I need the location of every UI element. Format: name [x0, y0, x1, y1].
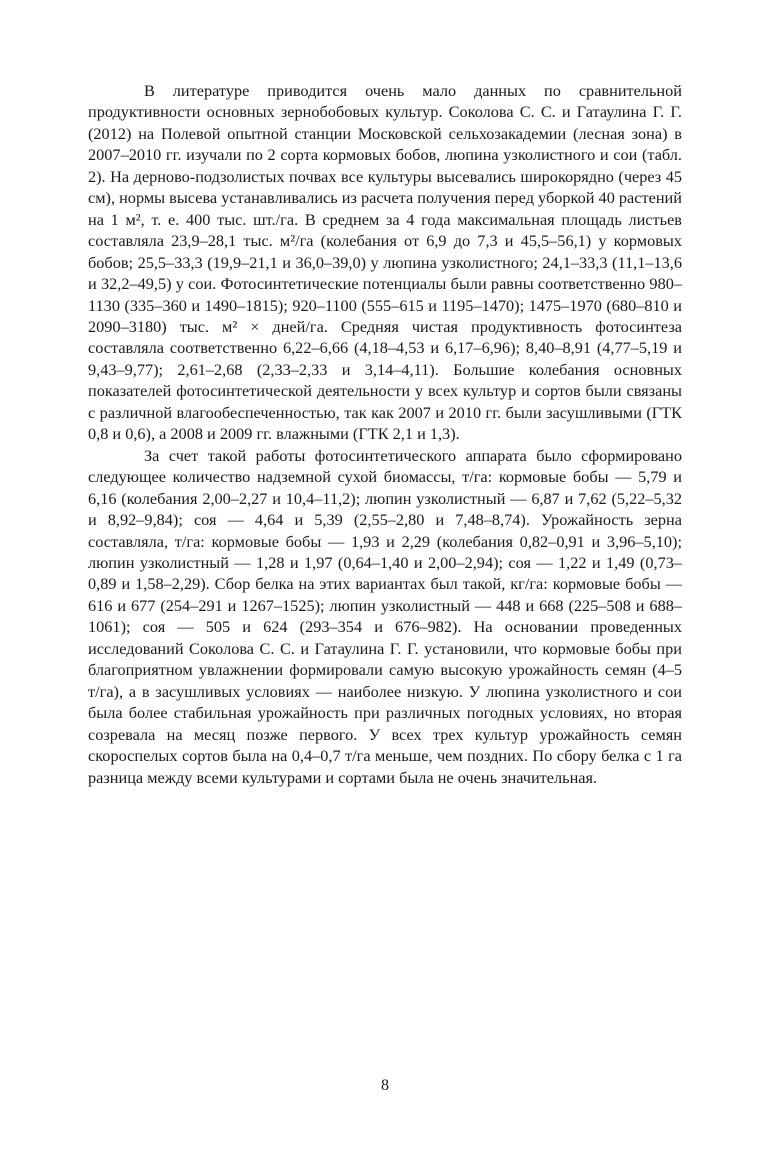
body-text	[88, 80, 682, 788]
paragraph-biomass-yield: За счет такой работы фотосинтетического аппарата было сформировано следующее количество надземной сухой биомассы, т/га: кормовые бобы — 5,79 и 6,16 (колебания 2,00–2,27 и 10,4–11,2); люпин узколистный — 6,87 и 7,62 (5,22–5,32 и 8,92–9,84); соя — 4,64 и 5,39 (2,55–2,80 и 7,48–8,74). Урожайность зерна составляла, т/га: кормовые бобы — 1,93 и 2,29 (колебания 0,82–0,91 и 3,96–5,10); люпин узколистный — 1,28 и 1,97 (0,64–1,40 и 2,00–2,94); соя — 1,22 и 1,49 (0,73–0,89 и 1,58–2,29). Сбор белка на этих вариантах был такой, кг/га: кормовые бобы — 616 и 677 (254–291 и 1267–1525); люпин узколистный — 448 и 668 (225–508 и 688–1061); соя — 505 и 624 (293–354 и 676–982). На основании проведенных исследований Соколова С. С. и Гатаулина Г. Г. установили, что кормовые бобы при благоприятном увлажнении формировали самую высокую урожайность семян (4–5 т/га), а в засушливых условиях — наиболее низкую. У люпина узколистного и сои была более стабильная урожайность при различных погодных условиях, но вторая созревала на месяц позже первого. У всех трех культур урожайность семян скороспелых сортов была на 0,4–0,7 т/га меньше, чем поздних. По сбору белка с 1 га разница между всеми культурами и сортами была не очень значительная.	[88, 445, 682, 787]
paragraph-literature-review: В литературе приводится очень мало данных по сравнительной продуктивности основных зернобобовых культур. Соколова С. С. и Гатаулина Г. Г. (2012) на Полевой опытной станции Московской сельхозакадемии (лесная зона) в 2007–2010 гг. изучали по 2 сорта кормовых бобов, люпина узколистного и сои (табл. 2). На дерново-подзолистых почвах все культуры высевались широкорядно (через 45 см), нормы высева устанавливались из расчета получения перед уборкой 40 растений на 1 м², т. е. 400 тыс. шт./га. В среднем за 4 года максимальная площадь листьев составляла 23,9–28,1 тыс. м²/га (колебания от 6,9 до 7,3 и 45,5–56,1) у кормовых бобов; 25,5–33,3 (19,9–21,1 и 36,0–39,0) у люпина узколистного; 24,1–33,3 (11,1–13,6 и 32,2–49,5) у сои. Фотосинтетические потенциалы были равны соответственно 980–1130 (335–360 и 1490–1815); 920–1100 (555–615 и 1195–1470); 1475–1970 (680–810 и 2090–3180) тыс. м² × дней/га. Средняя чистая продуктивность фотосинтеза составляла соответственно 6,22–6,66 (4,18–4,53 и 6,17–6,96); 8,40–8,91 (4,77–5,19 и 9,43–9,77); 2,61–2,68 (2,33–2,33 и 3,14–4,11). Большие колебания основных показателей фотосинтетической деятельности у всех культур и сортов были связаны с различной влагообеспеченностью, так как 2007 и 2010 гг. были засушливыми (ГТК 0,8 и 0,6), а 2008 и 2009 гг. влажными (ГТК 2,1 и 1,3).	[88, 81, 682, 444]
page-number: 8	[381, 1077, 389, 1094]
